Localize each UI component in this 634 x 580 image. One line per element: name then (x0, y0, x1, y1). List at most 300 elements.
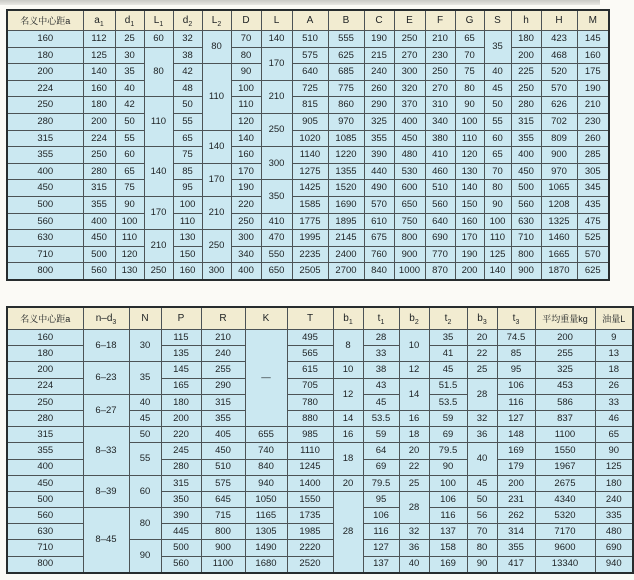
value-cell: 140 (83, 64, 115, 81)
value-cell: 65 (455, 31, 484, 48)
value-cell: 345 (577, 180, 609, 197)
column-header: $a_1$ (83, 10, 115, 31)
value-cell: 1100 (535, 427, 595, 443)
value-cell: 80 (484, 180, 511, 197)
table-row (7, 246, 609, 263)
table-row (7, 196, 609, 213)
value-cell: 20 (333, 475, 363, 491)
value-cell: 655 (245, 427, 287, 443)
value-cell: 240 (595, 491, 633, 507)
value-cell: 74.5 (497, 330, 535, 346)
value-cell: 2400 (328, 246, 364, 263)
value-cell: 53.5 (429, 394, 467, 410)
center-distance-cell: 224 (7, 378, 83, 394)
value-cell: 5320 (535, 508, 595, 524)
value-cell: 40 (467, 443, 497, 475)
value-cell: 470 (261, 230, 292, 247)
value-cell: 250 (83, 147, 115, 164)
value-cell: 115 (161, 330, 201, 346)
column-header: h (511, 10, 541, 31)
value-cell: 110 (202, 64, 231, 130)
value-cell: 169 (497, 443, 535, 459)
value-cell: 59 (363, 427, 399, 443)
value-cell: 75 (115, 180, 144, 197)
value-cell: 1020 (292, 130, 328, 147)
value-cell: 262 (497, 508, 535, 524)
center-distance-cell: 315 (7, 130, 83, 147)
value-cell: 570 (577, 246, 609, 263)
value-cell: 2235 (292, 246, 328, 263)
value-cell: 280 (83, 163, 115, 180)
value-cell: 148 (497, 427, 535, 443)
value-cell: 560 (83, 263, 115, 280)
value-cell: 170 (144, 196, 173, 229)
value-cell: 12 (399, 362, 429, 378)
value-cell: 440 (364, 163, 394, 180)
value-cell: 45 (467, 475, 497, 491)
value-cell: 60 (484, 130, 511, 147)
value-cell: 150 (173, 246, 202, 263)
value-cell: 270 (394, 47, 425, 64)
value-cell: 16 (333, 427, 363, 443)
value-cell: 110 (484, 230, 511, 247)
value-cell: 215 (364, 47, 394, 64)
value-cell: 210 (577, 97, 609, 114)
value-cell: 626 (541, 97, 577, 114)
value-cell: 137 (429, 524, 467, 540)
value-cell: 85 (173, 163, 202, 180)
value-cell: 555 (328, 31, 364, 48)
value-cell: 615 (287, 362, 333, 378)
value-cell: 140 (202, 130, 231, 163)
value-cell: 1085 (328, 130, 364, 147)
center-distance-cell: 800 (7, 263, 83, 280)
value-cell: 9600 (535, 540, 595, 556)
value-cell: 65 (173, 130, 202, 147)
value-cell: 702 (541, 113, 577, 130)
value-cell: 85 (497, 346, 535, 362)
value-cell: 32 (399, 524, 429, 540)
value-cell: 800 (394, 230, 425, 247)
value-cell: 400 (231, 263, 261, 280)
value-cell: 140 (231, 130, 261, 147)
value-cell: 130 (455, 163, 484, 180)
value-cell: 210 (425, 31, 455, 48)
value-cell: 32 (173, 31, 202, 48)
value-cell: 18 (333, 443, 363, 475)
column-header: N (129, 307, 161, 330)
center-distance-cell: 710 (7, 246, 83, 263)
value-cell: 200 (535, 330, 595, 346)
value-cell: 22 (467, 346, 497, 362)
column-header: $L_2$ (202, 10, 231, 31)
value-cell: 110 (231, 97, 261, 114)
value-cell: 2675 (535, 475, 595, 491)
value-cell: 200 (511, 47, 541, 64)
value-cell: 530 (394, 163, 425, 180)
value-cell: 500 (511, 180, 541, 197)
value-cell: 417 (497, 556, 535, 573)
table-row (7, 427, 633, 443)
value-cell: 56 (467, 508, 497, 524)
value-cell: 120 (231, 113, 261, 130)
value-cell: 40 (399, 556, 429, 573)
value-cell: 315 (83, 180, 115, 197)
value-cell: 250 (202, 230, 231, 263)
value-cell: 210 (144, 230, 173, 263)
value-cell: 315 (511, 113, 541, 130)
value-cell: 36 (399, 540, 429, 556)
value-cell: 6–23 (83, 362, 129, 394)
value-cell: 2520 (287, 556, 333, 573)
value-cell: 190 (455, 246, 484, 263)
value-cell: 880 (287, 410, 333, 426)
value-cell: 14 (333, 410, 363, 426)
value-cell: 8–33 (83, 427, 129, 476)
column-header: 油量L (595, 307, 633, 330)
value-cell: 160 (173, 263, 202, 280)
value-cell: 340 (425, 113, 455, 130)
value-cell: 750 (394, 213, 425, 230)
value-cell: 179 (497, 459, 535, 475)
column-header: D (231, 10, 261, 31)
value-cell: 250 (261, 113, 292, 146)
value-cell: 780 (287, 394, 333, 410)
value-cell: 350 (261, 180, 292, 213)
coupling-dimensions-table (6, 9, 610, 281)
value-cell: 250 (144, 263, 173, 280)
value-cell: 355 (364, 130, 394, 147)
value-cell: 1870 (541, 263, 577, 280)
value-cell: 900 (541, 147, 577, 164)
value-cell: 560 (425, 196, 455, 213)
value-cell: 1110 (287, 443, 333, 459)
value-cell: — (245, 330, 287, 427)
value-cell: 1967 (535, 459, 595, 475)
value-cell: 760 (364, 246, 394, 263)
value-cell: 120 (455, 147, 484, 164)
value-cell: 2700 (328, 263, 364, 280)
value-cell: 125 (83, 47, 115, 64)
value-cell: 400 (83, 213, 115, 230)
column-header: $b_3$ (467, 307, 497, 330)
value-cell: 28 (399, 491, 429, 523)
center-distance-cell: 280 (7, 113, 83, 130)
value-cell: 1400 (287, 475, 333, 491)
value-cell: 18 (595, 362, 633, 378)
value-cell: 100 (429, 475, 467, 491)
value-cell: 79.5 (429, 443, 467, 459)
value-cell: 315 (161, 475, 201, 491)
value-cell: 260 (577, 130, 609, 147)
center-distance-cell: 355 (7, 443, 83, 459)
value-cell: 20 (467, 330, 497, 346)
value-cell: 570 (541, 80, 577, 97)
value-cell: 106 (429, 491, 467, 507)
value-cell: 100 (115, 213, 144, 230)
value-cell: 190 (364, 31, 394, 48)
value-cell: 127 (363, 540, 399, 556)
value-cell: 180 (511, 31, 541, 48)
value-cell: 1490 (245, 540, 287, 556)
table-row (7, 330, 633, 346)
value-cell: 225 (511, 64, 541, 81)
value-cell: 125 (484, 246, 511, 263)
value-cell: 110 (455, 130, 484, 147)
value-cell: 33 (595, 394, 633, 410)
center-distance-cell: 630 (7, 524, 83, 540)
value-cell: 130 (115, 263, 144, 280)
value-cell: 1680 (245, 556, 287, 573)
value-cell: 565 (287, 346, 333, 362)
value-cell: 450 (201, 443, 245, 459)
value-cell: 59 (429, 410, 467, 426)
center-distance-cell: 400 (7, 163, 83, 180)
column-header: M (577, 10, 609, 31)
value-cell: 480 (394, 147, 425, 164)
value-cell: 53.5 (363, 410, 399, 426)
value-cell: 1100 (201, 556, 245, 573)
value-cell: 220 (231, 196, 261, 213)
value-cell: 690 (595, 540, 633, 556)
value-cell: 100 (231, 80, 261, 97)
value-cell: 715 (201, 508, 245, 524)
value-cell: 250 (511, 80, 541, 97)
value-cell: 130 (173, 230, 202, 247)
column-header: $n-d_3$ (83, 307, 129, 330)
value-cell: 35 (429, 330, 467, 346)
value-cell: 1140 (292, 147, 328, 164)
column-header: 平均重量kg (535, 307, 595, 330)
value-cell: 525 (577, 230, 609, 247)
value-cell: 1275 (292, 163, 328, 180)
value-cell: 560 (161, 556, 201, 573)
value-cell: 180 (83, 97, 115, 114)
center-distance-cell: 250 (7, 394, 83, 410)
value-cell: 20 (399, 443, 429, 459)
value-cell: 137 (363, 556, 399, 573)
value-cell: 1775 (292, 213, 328, 230)
value-cell: 250 (394, 31, 425, 48)
value-cell: 860 (328, 97, 364, 114)
center-distance-cell: 180 (7, 346, 83, 362)
table-row (7, 163, 609, 180)
value-cell: 300 (202, 263, 231, 280)
value-cell: 650 (394, 196, 425, 213)
value-cell: 80 (129, 508, 161, 540)
center-distance-cell: 450 (7, 180, 83, 197)
value-cell: 95 (363, 491, 399, 507)
table-row (7, 130, 609, 147)
value-cell: 840 (364, 263, 394, 280)
value-cell: 837 (535, 410, 595, 426)
value-cell: 1460 (541, 230, 577, 247)
value-cell: 450 (83, 230, 115, 247)
value-cell: 22 (399, 459, 429, 475)
value-cell: 250 (231, 213, 261, 230)
value-cell: 815 (292, 97, 328, 114)
column-header: B (328, 10, 364, 31)
value-cell: 510 (201, 459, 245, 475)
value-cell: 150 (455, 196, 484, 213)
value-cell: 180 (595, 475, 633, 491)
value-cell: 970 (541, 163, 577, 180)
value-cell: 2145 (328, 230, 364, 247)
value-cell: 38 (363, 362, 399, 378)
value-cell: 4340 (535, 491, 595, 507)
value-cell: 560 (511, 196, 541, 213)
value-cell: 42 (173, 64, 202, 81)
value-cell: 55 (484, 113, 511, 130)
value-cell: 1520 (328, 180, 364, 197)
column-header: F (425, 10, 455, 31)
value-cell: 169 (429, 556, 467, 573)
value-cell: 575 (292, 47, 328, 64)
value-cell: 1245 (287, 459, 333, 475)
center-distance-cell: 450 (7, 475, 83, 491)
value-cell: 314 (497, 524, 535, 540)
value-cell: 640 (292, 64, 328, 81)
value-cell: 390 (364, 147, 394, 164)
value-cell: 453 (535, 378, 595, 394)
value-cell: 400 (394, 113, 425, 130)
value-cell: 145 (577, 31, 609, 48)
value-cell: 625 (577, 263, 609, 280)
value-cell: 1690 (328, 196, 364, 213)
table-row (7, 47, 609, 64)
table-row (7, 230, 609, 247)
table-row (7, 147, 609, 164)
value-cell: 290 (201, 378, 245, 394)
value-cell: 90 (231, 64, 261, 81)
table-row (7, 113, 609, 130)
value-cell: 450 (511, 163, 541, 180)
value-cell: 28 (333, 491, 363, 572)
column-header: P (161, 307, 201, 330)
value-cell: 1220 (328, 147, 364, 164)
value-cell: 224 (83, 130, 115, 147)
value-cell: 125 (595, 459, 633, 475)
center-distance-cell: 710 (7, 540, 83, 556)
value-cell: 423 (541, 31, 577, 48)
value-cell: 69 (429, 427, 467, 443)
column-header: $t_3$ (497, 307, 535, 330)
value-cell: 500 (83, 246, 115, 263)
table-row (7, 508, 633, 524)
value-cell: 75 (455, 64, 484, 81)
value-cell: 255 (201, 362, 245, 378)
value-cell: 13340 (535, 556, 595, 573)
value-cell: 260 (364, 80, 394, 97)
value-cell: 1050 (245, 491, 287, 507)
value-cell: 210 (202, 196, 231, 229)
value-cell: 190 (231, 180, 261, 197)
value-cell: 840 (245, 459, 287, 475)
value-cell: 116 (497, 394, 535, 410)
value-cell: 14 (399, 378, 429, 410)
value-cell: 705 (287, 378, 333, 394)
value-cell: 32 (467, 410, 497, 426)
value-cell: 7170 (535, 524, 595, 540)
value-cell: 490 (364, 180, 394, 197)
value-cell: 335 (595, 508, 633, 524)
value-cell: 140 (144, 147, 173, 197)
value-cell: 25 (399, 475, 429, 491)
value-cell: 175 (577, 64, 609, 81)
column-header: K (245, 307, 287, 330)
table-row (7, 180, 609, 197)
value-cell: 60 (144, 31, 173, 48)
value-cell: 90 (455, 97, 484, 114)
value-cell: 8 (333, 330, 363, 362)
value-cell: 1585 (292, 196, 328, 213)
value-cell: 1985 (287, 524, 333, 540)
value-cell: 809 (541, 130, 577, 147)
value-cell: 1665 (541, 246, 577, 263)
center-distance-cell: 500 (7, 196, 83, 213)
center-distance-cell: 160 (7, 31, 83, 48)
value-cell: 100 (484, 213, 511, 230)
value-cell: 445 (161, 524, 201, 540)
value-cell: 90 (484, 196, 511, 213)
value-cell: 325 (364, 113, 394, 130)
value-cell: 190 (577, 80, 609, 97)
value-cell: 510 (292, 31, 328, 48)
value-cell: 70 (484, 163, 511, 180)
value-cell: 520 (541, 64, 577, 81)
value-cell: 160 (231, 147, 261, 164)
table-row (7, 31, 609, 48)
column-header: 名义中心距a (7, 307, 83, 330)
value-cell: 575 (201, 475, 245, 491)
value-cell: 140 (484, 263, 511, 280)
table-row (7, 80, 609, 97)
value-cell: 65 (595, 427, 633, 443)
value-cell: 170 (231, 163, 261, 180)
value-cell: 50 (115, 113, 144, 130)
column-header: G (455, 10, 484, 31)
value-cell: 65 (115, 163, 144, 180)
value-cell: 28 (467, 378, 497, 410)
value-cell: 300 (231, 230, 261, 247)
value-cell: 55 (129, 443, 161, 475)
center-distance-cell: 560 (7, 213, 83, 230)
value-cell: 90 (595, 443, 633, 459)
value-cell: 610 (364, 213, 394, 230)
value-cell: 80 (144, 47, 173, 97)
value-cell: 355 (511, 130, 541, 147)
value-cell: 800 (201, 524, 245, 540)
value-cell: 95 (497, 362, 535, 378)
value-cell: 110 (173, 213, 202, 230)
value-cell: 435 (577, 196, 609, 213)
value-cell: 65 (484, 147, 511, 164)
value-cell: 158 (429, 540, 467, 556)
column-header: $d_1$ (115, 10, 144, 31)
value-cell: 675 (364, 230, 394, 247)
center-distance-cell: 500 (7, 491, 83, 507)
value-cell: 240 (364, 64, 394, 81)
value-cell: 1550 (287, 491, 333, 507)
value-cell: 905 (292, 113, 328, 130)
value-cell: 70 (231, 31, 261, 48)
value-cell: 1208 (541, 196, 577, 213)
value-cell: 630 (511, 213, 541, 230)
value-cell: 33 (363, 346, 399, 362)
value-cell: 775 (328, 80, 364, 97)
value-cell: 165 (161, 378, 201, 394)
value-cell: 380 (425, 130, 455, 147)
